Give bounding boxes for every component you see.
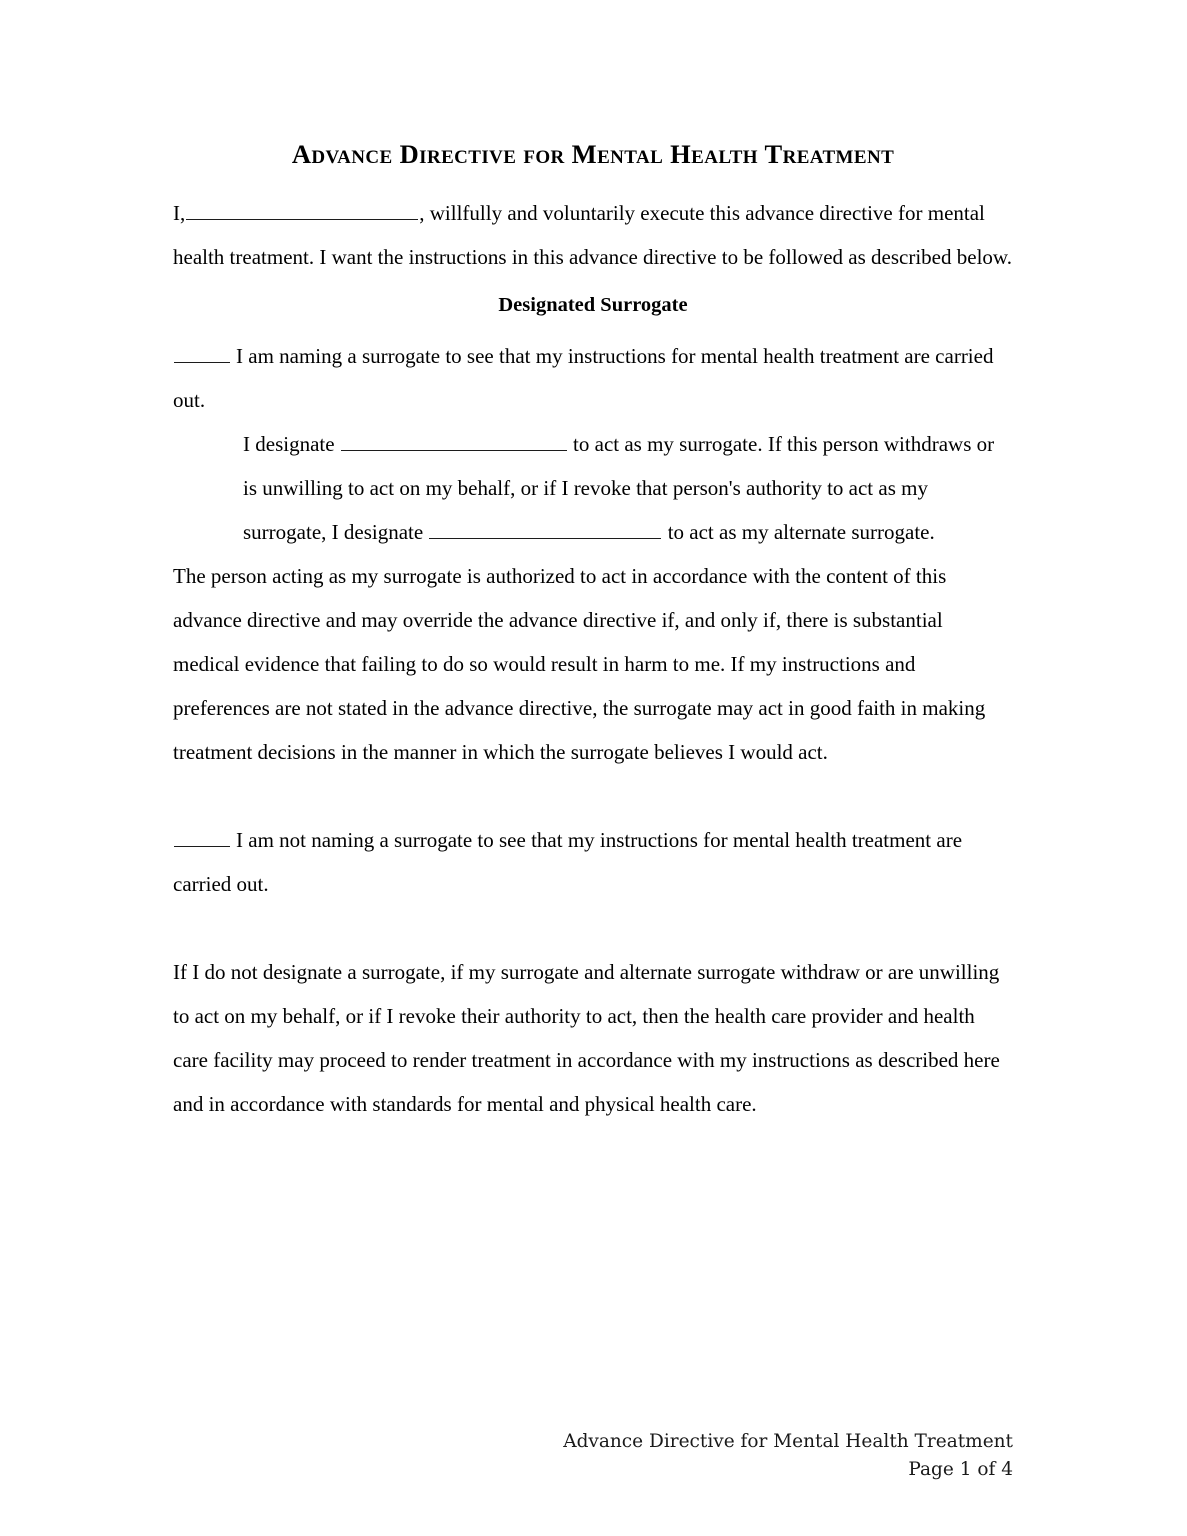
section-heading-designated-surrogate: Designated Surrogate bbox=[498, 294, 688, 317]
footer-document-name: Advance Directive for Mental Health Treatment bbox=[563, 1431, 1013, 1452]
surrogate-name-blank[interactable] bbox=[341, 431, 567, 451]
page-footer bbox=[413, 1428, 1013, 1484]
naming-surrogate-checkbox-blank[interactable] bbox=[174, 343, 230, 363]
designate-surrogate-paragraph bbox=[243, 422, 1013, 554]
paragraph-spacer bbox=[173, 774, 1013, 818]
intro-text-before-blank: I, bbox=[173, 201, 186, 226]
page-title: Advance Directive for Mental Health Treatment bbox=[291, 139, 895, 169]
paragraph-spacer-2 bbox=[173, 906, 1013, 950]
naming-surrogate-option-label: I am naming a surrogate to see that my instructions for mental health treatment are carried out. bbox=[173, 343, 994, 412]
alternate-surrogate-name-blank[interactable] bbox=[429, 519, 661, 539]
designate-surrogate-block bbox=[243, 422, 1013, 554]
naming-surrogate-option bbox=[173, 334, 1013, 422]
not-naming-surrogate-option-label: I am not naming a surrogate to see that my instructions for mental health treatment are carried out. bbox=[173, 827, 963, 896]
declarant-name-blank[interactable] bbox=[186, 200, 418, 220]
surrogate-authority-paragraph: The person acting as my surrogate is authorized to act in accordance with the content of this advance directive and may override the advance directive if, and only if, there is substantial medical evidence that failing to do so would result in harm to me. If my instructions and preferences are not stated in the advance directive, the surrogate may act in good faith in making treatment decisions in the manner in which the surrogate believes I would act. bbox=[173, 563, 986, 764]
no-surrogate-paragraph: If I do not designate a surrogate, if my surrogate and alternate surrogate withdraw or are unwilling to act on my behalf, or if I revoke their authority to act, then the health care provider and health care facility may proceed to render treatment in accordance with my instructions as described here and in accordance with standards for mental and physical health care. bbox=[173, 959, 1000, 1116]
not-naming-surrogate-checkbox-blank[interactable] bbox=[174, 827, 230, 847]
intro-paragraph bbox=[173, 191, 1013, 279]
designate-text-part2: to act as my surrogate. If this person withdraws or is unwilling to act on my behalf, or if I revoke that person's authority to act as my surrogate, I designate bbox=[243, 431, 995, 544]
intro-text-after-blank: , willfully and voluntarily execute this advance directive for mental health treatment. I want the instructions in this advance directive to be followed as described below. bbox=[173, 201, 1012, 270]
document-content bbox=[173, 140, 1013, 1126]
footer-page-number: Page 1 of 4 bbox=[908, 1459, 1013, 1480]
not-naming-surrogate-option bbox=[173, 818, 1013, 906]
designate-text-part1: I designate bbox=[243, 431, 335, 456]
designate-text-part3: to act as my alternate surrogate. bbox=[667, 519, 935, 544]
